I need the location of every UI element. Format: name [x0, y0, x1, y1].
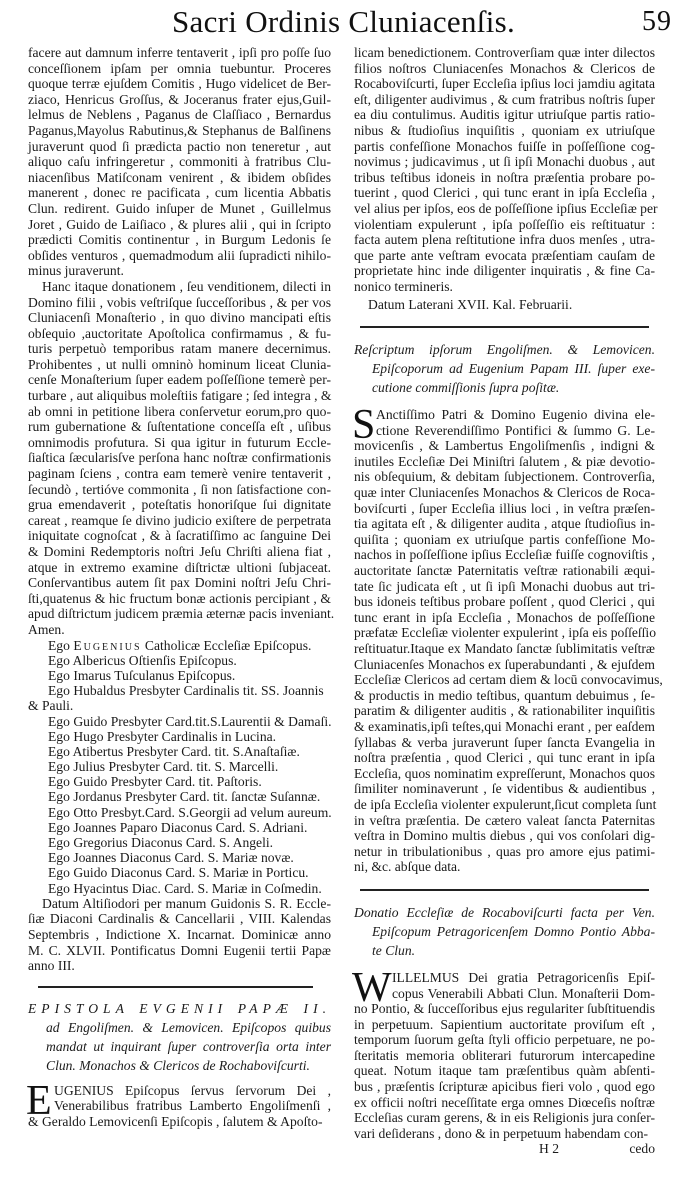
text-line: Anctiſſimo Patri & Domino Eugenio divina ele- — [376, 407, 655, 423]
text-line: ab omni in petitione libera conſervetur eorum,pro quo- — [28, 403, 331, 419]
text-line: facta autem plena reſtitutione infra duos menſes , utra- — [354, 232, 655, 248]
text-line: ſimiliter nominaverunt , ſe videntibus & audientibus , — [354, 781, 655, 797]
signature-ego: Ego — [48, 683, 70, 699]
text-line: Prohibentes , ut nulli omninò hominum liceat Clunia- — [28, 356, 331, 372]
text-line: licam benedictionem. Controverſiam quæ inter dilectos — [354, 45, 655, 60]
text-line: prædicti Comitis continentur , in Burgum Ledonis ſe — [28, 232, 331, 248]
signature-text: Joannes Diaconus Card. S. Mariæ novæ. — [73, 850, 294, 866]
text-line: ſyllabas & verba juraverunt ſuper ſancta Evangelia in — [354, 734, 655, 750]
heading-line: ad Engoliſmen. & Lemovicen. Epiſcopos quibus — [46, 1019, 331, 1035]
text-line: partis confeſſione Monachos fuiſſe in poſſeſſione cog- — [354, 138, 655, 154]
text-line: tia agitata eſt , & diligenter audita , atque ſtudioſius in- — [354, 516, 655, 532]
text-line: Paganus,Mayolus Rabutinus,& Stephanus de Balſinens — [28, 122, 331, 138]
text-line: ziaco, Henricus Groſſus, & Joceranus frater ejus,Guil- — [28, 91, 331, 107]
text-line: netur in tribulationibus , quas pro amore ejus patimi- — [354, 843, 655, 859]
signature-ego: Ego — [48, 743, 70, 759]
heading-line: mandat ut inquirant ſuper controverſia orta inter — [46, 1038, 331, 1054]
drop-cap-initial: S — [352, 402, 376, 449]
text-line: Septembris , Indictione X. Incarnat. Dominicæ anno — [28, 926, 331, 942]
text-line: movicenſis , & Lambertus Engoliſmenſis , indigni & — [354, 438, 655, 454]
signature-text: Guido Presbyter Card.tit.S.Laurentii & Damaſi. — [73, 713, 332, 729]
text-line: ni, &c. abſque data. — [354, 859, 461, 875]
signature-ego: Ego — [48, 819, 70, 835]
text-line: facere aut damnum inferre tentaverit , ipſi pro poſſe ſuo — [28, 45, 331, 60]
signature-ego: Ego — [48, 728, 70, 744]
text-line: bus idoneis teſtibus probare poſſent , quod Clerici , qui — [354, 594, 655, 610]
signature-line — [28, 729, 331, 744]
text-line: queat. Notum itaque tam præſentibus quàm abſenti- — [354, 1063, 655, 1079]
signature-list — [28, 638, 331, 896]
section-divider — [360, 326, 649, 328]
signature-text: Albericus Oſtienſis Epiſcopus. — [72, 652, 237, 668]
text-line: proprietate hinc inde diligenter inquiratis , & fine Ca- — [354, 263, 655, 279]
catchword: cedo — [629, 1141, 655, 1157]
text-line: nonico termineris. — [354, 278, 453, 294]
signature-text: Jordanus Presbyter Card. tit. ſanctæ Suſannæ. — [73, 789, 321, 805]
page-number: 59 — [642, 6, 672, 37]
signature-ego: Ego — [48, 637, 70, 653]
text-line: de ipſa Eccleſia violenter expulerunt,ſicut completa ſunt — [354, 796, 657, 812]
rescriptum-opening — [352, 402, 663, 875]
text-line: Conſervantibus autem ſit pax Domini noſtri Jeſu Chri- — [28, 575, 331, 591]
text-line: copus Venerabili Abbati Clun. Monaſterii Dom- — [392, 985, 655, 1001]
heading-line: Clun. Monachos & Clericos de Rochaboviſcurti. — [46, 1057, 310, 1073]
signature-mark: H 2 — [539, 1141, 560, 1157]
text-line: ILLELMUS Dei gratia Petragoricenſis Epiſ- — [392, 969, 655, 985]
signatory-name: Eugenius — [73, 637, 142, 653]
left-paragraph-1 — [28, 45, 331, 279]
text-line: paratim & diligenter auditis , & rationabiliter inquiſitis — [354, 703, 655, 719]
signature-line — [28, 759, 331, 774]
text-line: Datum Altiſiodori per manum Guidonis S. R. Eccle- — [42, 895, 331, 911]
signature-text: Imarus Tuſculanus Epiſcopus. — [73, 667, 236, 683]
signature-ego: Ego — [48, 759, 70, 775]
text-line: Eccleſiæ Clericos ad certam diem & locū convocavimus, — [354, 672, 663, 688]
text-line: nachos in poſſeſſione ipſius Eccleſiæ fuiſſe cognoviſtis , — [354, 547, 655, 563]
running-title: Sacri Ordinis Cluniacenſis. — [172, 4, 516, 39]
text-line: ctione Reverendiſſimo Pontifici & ſummo G. Le- — [376, 422, 655, 438]
signature-line — [28, 653, 331, 668]
text-line: Cluniacenſi Monaſterio , in quo divino mancipati eſtis — [28, 310, 331, 326]
signature-line — [28, 881, 331, 896]
text-line: turis perpetuò temporibus ratam manere decernimus. — [28, 341, 331, 357]
signature-text: Gregorius Diaconus Card. S. Angeli. — [73, 835, 274, 850]
signature-line — [28, 789, 331, 804]
text-line: M. C. XLVII. Pontificatus Domni Eugenii tertii Papæ — [28, 942, 331, 958]
text-line: ea diu contulimus. Auditis igitur utriuſque partis ratio- — [354, 107, 655, 123]
signature-ego: Ego — [48, 774, 70, 790]
signature-line — [28, 714, 331, 729]
text-line: Hanc itaque donationem , ſeu venditionem, dilecti in — [42, 278, 331, 294]
text-line: que parte ante veſtram evocata præſentiam cauſam de — [354, 247, 655, 263]
text-line: manerent , donec re pacificata , cum licentia Abbatis — [28, 185, 331, 201]
text-line: & Domini Redemptoris noſtri Jeſu Chriſti aliena fiat , — [28, 544, 331, 559]
epistola-heading — [28, 999, 331, 1075]
text-line: niacenſibus Matiſconam venirent , & ibidem obſides — [28, 169, 331, 185]
signature-ego: Ego — [48, 850, 70, 866]
signature-ego: Ego — [48, 865, 70, 881]
heading-line: Donatio Eccleſiæ de Rocaboviſcurti facta per Ven. — [354, 904, 655, 920]
page-footer — [354, 1141, 655, 1157]
signature-ego: Ego — [48, 880, 70, 896]
text-line: lelmus de Neblens , Paganus de Claſſiaco , Bernardus — [28, 107, 331, 123]
text-line: quiſita ; quoniam ex utriuſque partis confeſſione Mo- — [354, 531, 655, 547]
signature-line — [28, 744, 331, 759]
text-line: noſtra præſentia , quod Clerici , qui tunc erant in ipſa — [354, 750, 655, 766]
text-line: minus juraverunt. — [28, 263, 124, 279]
heading-line: Epiſcopum Petragoricenſem Domno Pontio Abba- — [372, 923, 655, 939]
text-line: cenſe Monaſterium ſuper eadem poſſeſſione temerè per- — [28, 372, 331, 388]
text-line: nibus & ſtudioſius inquiſitis , quoniam ex utriuſque — [354, 122, 655, 138]
signature-text: Guido Diaconus Card. S. Mariæ in Porticu. — [73, 865, 309, 881]
text-line: UGENIUS Epiſcopus ſervus ſervorum Dei , — [54, 1082, 331, 1098]
signature-line — [28, 638, 331, 653]
text-line: tuerint , quod Clerici , qui tunc erant in ipſa Eccleſia , — [354, 185, 655, 201]
right-paragraph-1 — [354, 45, 658, 295]
epistola-opening — [26, 1077, 331, 1130]
text-line: Clun. redirent. Guido inſuper de Munet , Guillelmus — [28, 200, 331, 216]
heading-line: Epiſcoporum ad Eugenium Papam III. ſuper exe- — [372, 361, 655, 377]
text-line: Domino filii , vobis veſtriſque ſucceſſoribus , & per vos — [28, 294, 331, 310]
text-line: Amen. — [28, 621, 65, 637]
datum-paragraph — [28, 896, 331, 974]
heading-line: Reſcriptum ipſorum Engoliſmen. & Lemovicen. — [354, 342, 655, 358]
right-column — [352, 45, 663, 1157]
heading-line: cutione commiſſionis ſupra poſitæ. — [372, 380, 560, 396]
signature-line — [28, 820, 331, 835]
text-line: inutiles Eccleſiæ Dei Miniſtri ſalutem , & piæ devotio- — [354, 453, 655, 469]
signature-text: Atibertus Presbyter Card. tit. S.Anaſtaſiæ. — [72, 743, 300, 759]
text-line: Venerabilibus fratribus Lamberto Engoliſmenſi , — [54, 1098, 331, 1114]
signature-text: Hyacintus Diac. Card. S. Mariæ in Coſmedin. — [73, 880, 322, 896]
text-line: iniquitate cognoſcat , & à ſacratiſſimo ac ſanguine Dei — [28, 528, 331, 544]
text-line: ſti,quatenus & hic fructum bonæ actionis percipiant , & — [28, 590, 331, 606]
datum-laterani: Datum Laterani XVII. Kal. Februarii. — [368, 296, 573, 312]
drop-cap-initial: W — [352, 964, 392, 1011]
text-line: vari deſiderans , dono & in perpetuum habendam con- — [354, 1125, 649, 1141]
signature-line — [28, 668, 331, 683]
section-divider — [38, 986, 313, 988]
text-line: apud diſtrictum judicem præmia æternæ pacis inveniant. — [28, 606, 335, 622]
text-line: aliquo caſu infringeretur , commoniti à fratribus Clu- — [28, 154, 331, 170]
text-line: ex officii noſtri neceſſitate erga omnes Diœceſis noſtræ — [354, 1094, 655, 1110]
text-line: Cluniacenſes Monachos ex ſuperabundanti , & ejuſdem — [354, 656, 655, 672]
text-line: temporum ſuorum geſta ſtyli officio perpetuare, ne po- — [354, 1032, 655, 1048]
donatio-opening — [352, 964, 655, 1142]
signature-line — [28, 683, 331, 698]
section-divider — [360, 889, 649, 891]
rescriptum-heading — [354, 340, 655, 397]
text-line: nis obſequium, & debitam ſubjectionem. Controverſia, — [354, 469, 655, 485]
text-line: in veſtra præſentia. De cætero valeat ſancta Paternitas — [354, 812, 655, 828]
text-line: violentiam expulerunt , ipſa poſſeſſio eis reſtituatur : — [354, 216, 655, 232]
signature-line — [28, 850, 331, 865]
text-line: & Geraldo Lemovicenſi Epiſcopis , ſalutem & Apoſto- — [28, 1113, 323, 1129]
text-line: tate ſic judicata eſt , ut ſi ipſi Monachi duobus aut tri- — [354, 578, 655, 594]
text-line: Eccleſia, quos nominatim expreſſerunt, Monachos quos — [354, 765, 655, 781]
text-line: veſtra in Domino multis diebus , qui vos conſolari dig- — [354, 828, 655, 844]
heading-line: te Clun. — [372, 942, 416, 958]
signature-text: Catholicæ Eccleſiæ Epiſcopus. — [144, 637, 312, 653]
text-line: reſtituatur.Itaque ex Mandato ſanctæ ſublimitatis veſtræ — [354, 641, 655, 656]
signature-text: Julius Presbyter Card. tit. S. Marcelli. — [73, 759, 279, 775]
text-line: tribus teſtibus idoneis in noſtra præſentia probare po- — [354, 169, 655, 185]
signature-ego: Ego — [48, 667, 70, 683]
text-line: tunc erant in ipſa Eccleſia , Monachos de poſſeſſione — [354, 609, 655, 625]
text-line: obſides venturos , quemadmodum alii ſupradicti nihilo- — [28, 247, 331, 263]
left-paragraph-2 — [28, 278, 335, 638]
text-line: vel alius per ipſos, eos de poſſeſſione ipſius Eccleſiæ per — [354, 200, 658, 216]
text-line: omnimodis profutura. Si qua igitur in futurum Eccle- — [28, 434, 331, 450]
signature-line — [28, 774, 331, 789]
signature-text: Hubaldus Presbyter Cardinalis tit. SS. Joannis — [73, 683, 324, 699]
text-line: Rocaboviſcurti, ſuper Eccleſia ipſius loci jamdiu agitata — [354, 76, 655, 92]
signature-ego: Ego — [48, 713, 70, 729]
text-line: careat , reamque ſe divino judicio exiſtere de perpetrata — [28, 512, 331, 528]
signature-ego: Ego — [48, 652, 70, 668]
text-line: obſequio ,auctoritate Apoſtolica confirmamus , & fu- — [28, 325, 331, 341]
running-head — [0, 4, 694, 44]
signature-line — [28, 835, 331, 850]
text-line: bus , præſentis ſcripturæ apicibus fieri volo , quod ego — [354, 1079, 655, 1095]
text-line: boviſcurti , ſuper Eccleſia illius loci , in veſtra præſen- — [354, 500, 655, 516]
signature-ego: Ego — [48, 789, 70, 805]
signature-line — [28, 698, 331, 713]
text-line: turbare , aut aliquibus moleſtiis fatigare ; ſed integra , & — [28, 388, 332, 404]
text-line: ſecundò , tertióve commonita , ſi non ſatisfactione con- — [28, 481, 331, 497]
text-line: conceſſionem ipſam per omnia tuebuntur. Proceres — [28, 60, 331, 76]
signature-line — [28, 865, 331, 880]
text-line: Eccleſias curam gerens, & in eis Religionis jura conſer- — [354, 1110, 655, 1126]
signature-text: Hugo Presbyter Cardinalis in Lucina. — [73, 728, 277, 744]
text-line: Joret , Guido de Laiſiaco , & plures alii , qui in ſcripto — [28, 216, 331, 232]
text-line: & productis in medio teſtibus, quantum debuimus , ſe- — [354, 687, 655, 703]
text-line: filios noſtros Cluniacenſes Monachos & Clericos de — [354, 60, 655, 76]
signature-ego: Ego — [48, 804, 70, 820]
text-line: præfatæ Eccleſiæ violenter expulerint , ipſa eis poſſeſſio — [354, 625, 657, 641]
text-line: juraverunt quod ſi prædicta pactio non teneretur , aut — [28, 138, 331, 154]
heading-line: EPISTOLA EVGENII PAPÆ II. — [28, 1000, 331, 1016]
text-line: rum gubernatione & ſuſtentatione conceſſa eſt , uſibus — [28, 419, 331, 435]
text-line: grua emendaverit , poteſtatis honoriſque ſui dignitate — [28, 497, 331, 513]
signature-text: Guido Presbyter Card. tit. Paſtoris. — [73, 774, 262, 790]
text-line: auctoritate ſanctæ Paternitatis veſtræ rationabili æqui- — [354, 563, 655, 579]
text-line: novimus ; judicavimus , ut ſi ipſi Monachi duobus , aut — [354, 154, 655, 170]
text-line: & examinatis,ipſi teſtes,qui Monachi erant , per eaſdem — [354, 718, 655, 734]
text-line: paginam ſciens , contra eam temerè venire tentaverit , — [28, 466, 331, 482]
signature-ego: Ego — [48, 835, 70, 850]
text-line: eſt, diligenter audivimus , & cum fratribus noſtris ſuper — [354, 91, 655, 107]
text-line: atque in extremo examine diſtrictæ ultioni ſubjaceat. — [28, 559, 331, 575]
signature-text: Joannes Paparo Diaconus Card. S. Adriani. — [73, 819, 308, 835]
text-line: ſteritatis memoria obliterari futurorum intercapedine — [354, 1047, 655, 1063]
left-column — [26, 45, 335, 1130]
donatio-heading — [354, 903, 655, 960]
text-line: quæ inter Cluniacenſes Monachos & Clericos de Roca- — [354, 485, 655, 501]
drop-cap-initial: E — [26, 1077, 52, 1124]
text-line: ſiaſtica ſæcularisſve perſona hanc noſtræ confirmationis — [28, 450, 331, 466]
text-line: in perpetuum. Sapientium auctoritate proviſum eſt , — [354, 1016, 655, 1032]
text-line: ſiæ Diaconi Cardinalis & Cancellarii , VIII. Kalendas — [28, 911, 331, 927]
text-line: quoque terræ ejuſdem Comitis , Hugo videlicet de Ber- — [28, 76, 331, 92]
signature-text: Otto Presbyt.Card. S.Georgii ad velum aureum. — [73, 804, 332, 820]
text-line: no Pontio, & ſucceſſoribus ejus regulariter ſubſtituendis — [354, 1001, 655, 1017]
signature-line — [28, 805, 331, 820]
text-line: anno III. — [28, 958, 75, 974]
signature-text: & Pauli. — [28, 698, 74, 714]
